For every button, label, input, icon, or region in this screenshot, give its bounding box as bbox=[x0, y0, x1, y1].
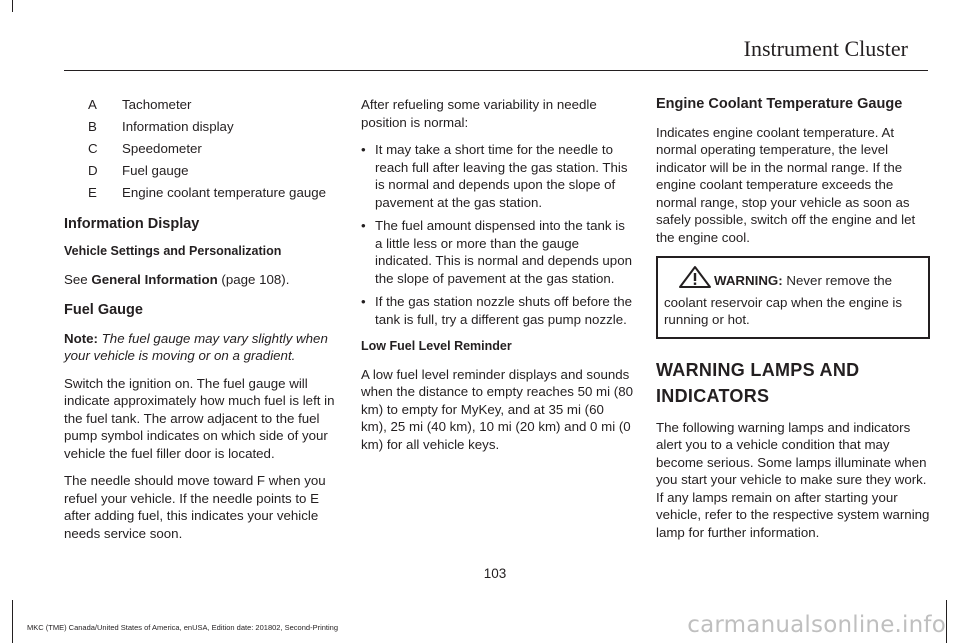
crop-mark-bottom-left bbox=[12, 600, 14, 643]
header-rule bbox=[64, 70, 928, 71]
column-middle bbox=[361, 96, 633, 463]
footer-edition-text: MKC (TME) Canada/United States of America, enUSA, Edition date: 201802, Second-Printing bbox=[27, 623, 338, 632]
bullet-item: • It may take a short time for the needle to reach full after leaving the gas station. This is normal and depends upon the slope of pavement at the gas station. bbox=[361, 141, 633, 211]
subheading-low-fuel-reminder: Low Fuel Level Reminder bbox=[361, 339, 512, 353]
warning-text: Never remove the coolant reservoir cap when the engine is running or hot. bbox=[664, 273, 903, 327]
crop-mark-bottom-right bbox=[946, 600, 948, 643]
fuel-gauge-paragraph: Switch the ignition on. The fuel gauge will indicate approximately how much fuel is left in the fuel tank. The arrow adjacent to the fuel pump symbol indicates on which side of your vehicle the fuel filler door is located. bbox=[64, 375, 335, 461]
column-left bbox=[64, 96, 336, 552]
section-heading-information-display: Information Display bbox=[64, 215, 200, 232]
general-information-link[interactable]: General Information bbox=[91, 271, 218, 287]
warning-box bbox=[656, 256, 930, 339]
bullet-item: • The fuel amount dispensed into the tank is a little less or more than the gauge indicated. This is normal and depends upon the slope of pavement at the gas station. bbox=[361, 217, 633, 287]
legend-list bbox=[64, 96, 336, 202]
section-heading-fuel-gauge: Fuel Gauge bbox=[64, 302, 143, 318]
see-reference bbox=[64, 271, 336, 289]
warning-triangle-icon bbox=[678, 265, 712, 294]
watermark: carmanualsonline.info bbox=[687, 612, 946, 638]
legend-item bbox=[64, 118, 336, 136]
note-label: Note: bbox=[64, 330, 98, 346]
legend-text: Fuel gauge bbox=[122, 163, 189, 178]
see-prefix: See bbox=[64, 271, 92, 287]
legend-item bbox=[64, 184, 336, 202]
low-fuel-paragraph: A low fuel level reminder displays and sounds when the distance to empty reaches 50 mi (80 km) to empty for MyKey, and at 35 mi (60 km), 25 mi (40 km), 10 mi (20 km) and 0 mi (0 km) for all vehicle keys. bbox=[361, 366, 633, 452]
bullet-item: • If the gas station nozzle shuts off before the tank is full, try a different gas pump nozzle. bbox=[361, 293, 633, 328]
subheading-vehicle-settings: Vehicle Settings and Personalization bbox=[64, 244, 282, 258]
column-right bbox=[656, 96, 930, 551]
fuel-gauge-note bbox=[64, 330, 336, 365]
warning-lamps-heading-line2: INDICATORS bbox=[656, 385, 770, 406]
refuel-intro: After refueling some variability in needle position is normal: bbox=[361, 97, 597, 130]
page-header-title: Instrument Cluster bbox=[743, 36, 908, 61]
legend-item bbox=[64, 162, 336, 180]
note-text: The fuel gauge may vary slightly when your vehicle is moving or on a gradient. bbox=[64, 330, 328, 363]
warning-lamps-heading-line1: WARNING LAMPS AND bbox=[656, 359, 860, 380]
legend-text: Tachometer bbox=[122, 97, 192, 112]
legend-item bbox=[64, 96, 336, 114]
crop-mark-top-left bbox=[12, 0, 14, 12]
section-heading-warning-lamps bbox=[656, 357, 930, 409]
legend-letter: D bbox=[88, 163, 98, 178]
legend-letter: E bbox=[88, 185, 97, 200]
warning-label: WARNING: bbox=[714, 273, 783, 288]
legend-text: Speedometer bbox=[122, 141, 202, 156]
legend-text: Information display bbox=[122, 119, 234, 134]
page-number: 103 bbox=[483, 566, 507, 581]
refuel-bullet-list bbox=[361, 141, 633, 328]
see-suffix: (page 108). bbox=[217, 271, 290, 287]
legend-item bbox=[64, 140, 336, 158]
legend-letter: C bbox=[88, 141, 98, 156]
legend-text: Engine coolant temperature gauge bbox=[122, 185, 327, 200]
coolant-paragraph: Indicates engine coolant temperature. At normal operating temperature, the level indicator will be in the normal range. If the engine coolant temperature exceeds the normal range, stop your vehicle as soon as safely possible, switch off the engine and let the engine cool. bbox=[656, 124, 916, 245]
section-heading-coolant-gauge: Engine Coolant Temperature Gauge bbox=[656, 96, 903, 112]
fuel-gauge-paragraph: The needle should move toward F when you refuel your vehicle. If the needle points to E after adding fuel, this indicates your vehicle needs service soon. bbox=[64, 473, 326, 541]
legend-letter: B bbox=[88, 119, 97, 134]
warning-lamps-paragraph: The following warning lamps and indicators alert you to a vehicle condition that may become serious. Some lamps illuminate when you start your vehicle to make sure they work. If any lamps remain on after starting your vehicle, refer to the respective system warning lamp for further information. bbox=[656, 419, 930, 540]
legend-letter: A bbox=[88, 97, 97, 112]
